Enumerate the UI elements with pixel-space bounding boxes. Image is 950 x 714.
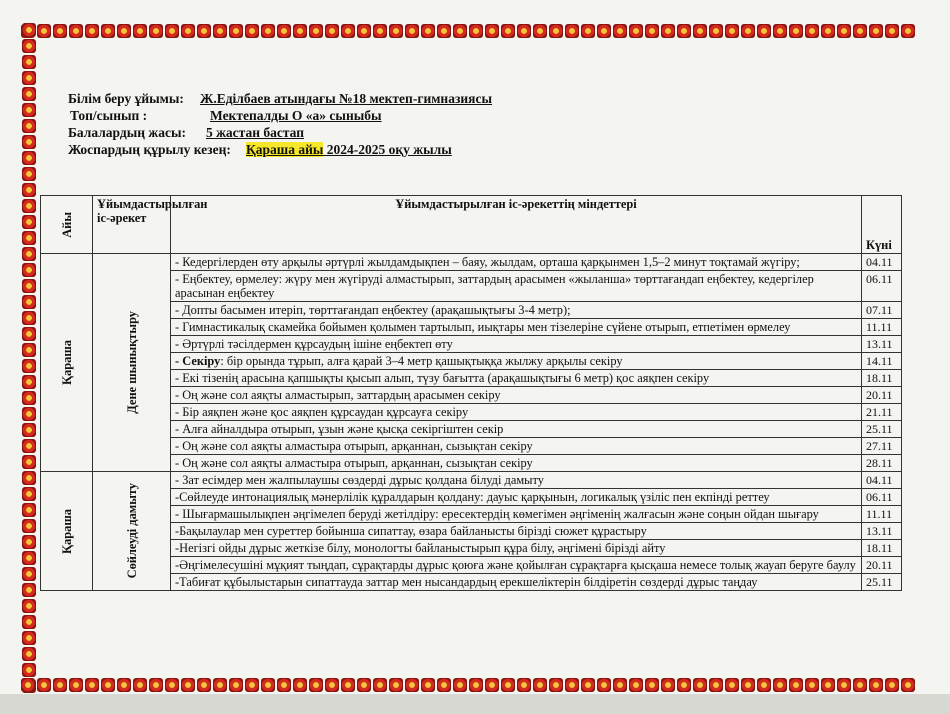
date-cell: 18.11 bbox=[862, 540, 902, 557]
ornament-motif bbox=[22, 631, 36, 645]
task-text: -Сөйлеуде интонациялық мәнерлілік құралдарын қолдану: дауыс қарқынын, логикалық үзіліс пен екпінді реттеу bbox=[175, 490, 770, 504]
ornament-motif bbox=[22, 151, 36, 165]
task-cell bbox=[171, 489, 862, 506]
ornament-motif bbox=[165, 678, 179, 692]
ornament-motif bbox=[213, 678, 227, 692]
ornament-motif bbox=[357, 24, 371, 38]
ornament-motif bbox=[85, 24, 99, 38]
ornament-motif bbox=[22, 23, 36, 37]
ornament-motif bbox=[261, 24, 275, 38]
ornament-motif bbox=[597, 678, 611, 692]
ornament-motif bbox=[565, 24, 579, 38]
ornament-motif bbox=[22, 519, 36, 533]
ornament-motif bbox=[757, 24, 771, 38]
task-text: - Шығармашылықпен әңгімелеп беруді жетілдіру: ересектердің көмегімен әңгіменің жалғасын және соңын ойдан шығару bbox=[175, 507, 819, 521]
date-cell: 13.11 bbox=[862, 523, 902, 540]
ornament-motif bbox=[677, 678, 691, 692]
ornament-motif bbox=[325, 678, 339, 692]
date-cell: 11.11 bbox=[862, 319, 902, 336]
activity-cell bbox=[93, 254, 171, 472]
ornament-motif bbox=[277, 678, 291, 692]
ornament-motif bbox=[773, 678, 787, 692]
task-cell bbox=[171, 271, 862, 302]
ornament-motif bbox=[725, 678, 739, 692]
ornament-motif bbox=[693, 678, 707, 692]
header-month bbox=[41, 196, 93, 254]
task-text: : бір орында тұрып, алға қарай 3–4 метр қашықтыққа жылжу арқылы секіру bbox=[220, 354, 623, 368]
month-cell bbox=[41, 472, 93, 591]
ornament-border-bottom bbox=[20, 676, 925, 696]
ornament-motif bbox=[773, 24, 787, 38]
task-text: -Әңгімелесушіні мұқият тыңдап, сұрақтарды дұрыс қоюға және қойылған сұрақтарға қысқаша немесе толық жауап беруге баулу bbox=[175, 558, 856, 572]
ornament-motif bbox=[22, 87, 36, 101]
ornament-motif bbox=[117, 678, 131, 692]
task-cell bbox=[171, 540, 862, 557]
table-row bbox=[41, 557, 902, 574]
ornament-motif bbox=[22, 119, 36, 133]
date-cell: 07.11 bbox=[862, 302, 902, 319]
header-label: Балалардың жасы: bbox=[68, 125, 186, 140]
task-cell bbox=[171, 336, 862, 353]
ornament-motif bbox=[805, 24, 819, 38]
date-cell: 28.11 bbox=[862, 455, 902, 472]
ornament-motif bbox=[613, 678, 627, 692]
task-text: - Зат есімдер мен жалпылаушы сөздерді дұрыс қолдана білуді дамыту bbox=[175, 473, 544, 487]
ornament-motif bbox=[581, 678, 595, 692]
ornament-motif bbox=[853, 24, 867, 38]
task-cell bbox=[171, 319, 862, 336]
ornament-motif bbox=[421, 678, 435, 692]
ornament-motif bbox=[197, 24, 211, 38]
ornament-motif bbox=[693, 24, 707, 38]
ornament-motif bbox=[629, 678, 643, 692]
header-tasks: Ұйымдастырылған іс-әрекеттің міндеттері bbox=[171, 196, 862, 254]
date-cell: 14.11 bbox=[862, 353, 902, 370]
ornament-motif bbox=[885, 24, 899, 38]
task-text: - Алға айналдыра отырып, ұзын және қысқа секіргіштен секір bbox=[175, 422, 504, 436]
header-value: 5 жастан бастап bbox=[206, 125, 304, 140]
ornament-motif bbox=[373, 678, 387, 692]
table-row bbox=[41, 319, 902, 336]
ornament-motif bbox=[133, 678, 147, 692]
date-cell: 20.11 bbox=[862, 557, 902, 574]
task-text: -Негізгі ойды дұрыс жеткізе білу, монологты байланыстырып құра білу, әңгімені бірізді айту bbox=[175, 541, 666, 555]
ornament-motif bbox=[149, 678, 163, 692]
ornament-motif bbox=[901, 24, 915, 38]
header-value: Ж.Еділбаев атындағы №18 мектеп-гимназиясы bbox=[200, 91, 492, 106]
table-row bbox=[41, 387, 902, 404]
ornament-motif bbox=[22, 103, 36, 117]
ornament-motif bbox=[805, 678, 819, 692]
table-row bbox=[41, 540, 902, 557]
ornament-motif bbox=[389, 24, 403, 38]
ornament-motif bbox=[213, 24, 227, 38]
ornament-motif bbox=[22, 343, 36, 357]
table-row bbox=[41, 455, 902, 472]
table-row bbox=[41, 353, 902, 370]
ornament-motif bbox=[22, 599, 36, 613]
date-cell: 20.11 bbox=[862, 387, 902, 404]
ornament-motif bbox=[181, 24, 195, 38]
task-text: - Кедергілерден өту арқылы әртүрлі жылдамдықпен – баяу, жылдам, орташа қарқынмен 1,5–2 минут тоқтамай жүгіру; bbox=[175, 255, 800, 269]
ornament-motif bbox=[517, 24, 531, 38]
ornament-motif bbox=[22, 551, 36, 565]
ornament-motif bbox=[821, 678, 835, 692]
ornament-motif bbox=[581, 24, 595, 38]
date-cell: 27.11 bbox=[862, 438, 902, 455]
date-cell: 06.11 bbox=[862, 489, 902, 506]
ornament-motif bbox=[885, 678, 899, 692]
ornament-motif bbox=[789, 24, 803, 38]
task-text: - Оң және сол аяқты алмастыра отырып, арқаннан, сызықтан секіру bbox=[175, 456, 533, 470]
ornament-motif bbox=[22, 615, 36, 629]
task-text: - Оң және сол аяқты алмастырып, заттардың арасымен секіру bbox=[175, 388, 501, 402]
task-text: - Әртүрлі тәсілдермен құрсаудың ішіне еңбектеп өту bbox=[175, 337, 453, 351]
ornament-motif bbox=[22, 503, 36, 517]
ornament-motif bbox=[485, 24, 499, 38]
header-value-rest: 2024-2025 оқу жылы bbox=[323, 142, 452, 157]
task-text: - Екі тізенің арасына қапшықты қысып алып, түзу бағытта (арақашықтығы 6 метр) қос аяқпен секіру bbox=[175, 371, 710, 385]
ornament-motif bbox=[101, 24, 115, 38]
task-cell bbox=[171, 370, 862, 387]
ornament-motif bbox=[22, 439, 36, 453]
ornament-motif bbox=[869, 678, 883, 692]
ornament-motif bbox=[373, 24, 387, 38]
ornament-motif bbox=[293, 24, 307, 38]
ornament-motif bbox=[22, 391, 36, 405]
ornament-motif bbox=[22, 535, 36, 549]
task-text: - Допты басымен итеріп, төрттағандап еңбектеу (арақашықтығы 3-4 метр); bbox=[175, 303, 571, 317]
table-row bbox=[41, 421, 902, 438]
month-text: Қараша bbox=[59, 340, 74, 385]
ornament-motif bbox=[22, 279, 36, 293]
ornament-motif bbox=[197, 678, 211, 692]
table-row bbox=[41, 254, 902, 271]
date-cell: 25.11 bbox=[862, 421, 902, 438]
date-cell: 04.11 bbox=[862, 472, 902, 489]
ornament-motif bbox=[741, 24, 755, 38]
ornament-motif bbox=[789, 678, 803, 692]
ornament-motif bbox=[629, 24, 643, 38]
header-label: Топ/сынып : bbox=[70, 108, 148, 123]
task-text: - Бір аяқпен және қос аяқпен құрсаудан құрсауға секіру bbox=[175, 405, 469, 419]
table-row bbox=[41, 271, 902, 302]
task-cell bbox=[171, 254, 862, 271]
ornament-motif bbox=[837, 678, 851, 692]
ornament-motif bbox=[245, 24, 259, 38]
ornament-motif bbox=[133, 24, 147, 38]
ornament-motif bbox=[821, 24, 835, 38]
table-row bbox=[41, 438, 902, 455]
header-row-group bbox=[68, 107, 492, 124]
ornament-motif bbox=[501, 24, 515, 38]
ornament-motif bbox=[22, 215, 36, 229]
ornament-motif bbox=[117, 24, 131, 38]
ornament-motif bbox=[22, 167, 36, 181]
ornament-motif bbox=[22, 663, 36, 677]
month-text: Қараша bbox=[59, 508, 74, 554]
ornament-motif bbox=[661, 24, 675, 38]
date-cell: 13.11 bbox=[862, 336, 902, 353]
date-cell: 18.11 bbox=[862, 370, 902, 387]
ornament-motif bbox=[501, 678, 515, 692]
task-keyword: - Секіру bbox=[175, 354, 221, 368]
ornament-motif bbox=[453, 678, 467, 692]
ornament-motif bbox=[293, 678, 307, 692]
task-cell bbox=[171, 421, 862, 438]
ornament-motif bbox=[37, 678, 51, 692]
header-label: Жоспардың құрылу кезең: bbox=[68, 142, 231, 157]
ornament-motif bbox=[645, 24, 659, 38]
date-cell: 04.11 bbox=[862, 254, 902, 271]
ornament-motif bbox=[149, 24, 163, 38]
ornament-motif bbox=[22, 39, 36, 53]
ornament-border-top bbox=[20, 22, 925, 46]
header-value bbox=[246, 141, 452, 158]
ornament-motif bbox=[22, 327, 36, 341]
ornament-motif bbox=[709, 678, 723, 692]
header-date: Күні bbox=[862, 196, 902, 254]
task-cell bbox=[171, 387, 862, 404]
ornament-motif bbox=[757, 678, 771, 692]
task-text: - Еңбектеу, өрмелеу: жүру мен жүгіруді алмастырып, заттардың арасымен «жыланша» төрттағандап еңбектеу, кедергілер арасынан еңбектеу bbox=[175, 272, 814, 300]
ornament-motif bbox=[21, 678, 35, 692]
task-cell bbox=[171, 557, 862, 574]
ornament-motif bbox=[85, 678, 99, 692]
task-cell bbox=[171, 523, 862, 540]
ornament-motif bbox=[341, 678, 355, 692]
ornament-motif bbox=[22, 487, 36, 501]
header-month-text: Айы bbox=[59, 211, 74, 238]
activity-cell bbox=[93, 472, 171, 591]
activity-text: Дене шынықтыру bbox=[124, 311, 139, 414]
ornament-motif bbox=[22, 583, 36, 597]
task-cell bbox=[171, 353, 862, 370]
table-row bbox=[41, 574, 902, 591]
table-row bbox=[41, 489, 902, 506]
ornament-motif bbox=[22, 55, 36, 69]
task-text: -Табиғат құбылыстарын сипаттауда заттар мен нысандардың ерекшеліктерін білдіретін сөздерді дұрыс таңдау bbox=[175, 575, 758, 589]
ornament-motif bbox=[22, 247, 36, 261]
ornament-motif bbox=[469, 24, 483, 38]
ornament-motif bbox=[22, 295, 36, 309]
table-row bbox=[41, 404, 902, 421]
ornament-motif bbox=[741, 678, 755, 692]
ornament-motif bbox=[645, 678, 659, 692]
plan-table bbox=[40, 195, 902, 591]
ornament-motif bbox=[22, 311, 36, 325]
ornament-motif bbox=[181, 678, 195, 692]
task-text: - Оң және сол аяқты алмастыра отырып, арқаннан, сызықтан секіру bbox=[175, 439, 533, 453]
ornament-motif bbox=[389, 678, 403, 692]
task-cell bbox=[171, 506, 862, 523]
table-header-row bbox=[41, 196, 902, 254]
activity-text: Сөйлеуді дамыту bbox=[124, 483, 139, 579]
ornament-motif bbox=[22, 183, 36, 197]
date-cell: 11.11 bbox=[862, 506, 902, 523]
ornament-motif bbox=[22, 647, 36, 661]
table-row bbox=[41, 523, 902, 540]
ornament-motif bbox=[453, 24, 467, 38]
ornament-motif bbox=[421, 24, 435, 38]
ornament-motif bbox=[53, 24, 67, 38]
task-text: -Бақылаулар мен суреттер бойынша сипаттау, өзара байланысты бірізді сюжет құрастыру bbox=[175, 524, 647, 538]
ornament-motif bbox=[229, 678, 243, 692]
ornament-motif bbox=[22, 567, 36, 581]
ornament-motif bbox=[22, 375, 36, 389]
ornament-motif bbox=[277, 24, 291, 38]
task-cell bbox=[171, 574, 862, 591]
month-cell bbox=[41, 254, 93, 472]
ornament-motif bbox=[101, 678, 115, 692]
ornament-motif bbox=[22, 263, 36, 277]
table-row bbox=[41, 302, 902, 319]
ornament-motif bbox=[549, 678, 563, 692]
header-label: Білім беру ұйымы: bbox=[68, 91, 184, 106]
ornament-motif bbox=[22, 359, 36, 373]
header-row-age bbox=[68, 124, 492, 141]
ornament-motif bbox=[469, 678, 483, 692]
binder-edge bbox=[0, 694, 950, 714]
ornament-motif bbox=[341, 24, 355, 38]
table-row bbox=[41, 472, 902, 489]
task-text: - Гимнастикалық скамейка бойымен қолымен тартылып, иықтары мен тізелеріне сүйене отырып, етпетімен өрмелеу bbox=[175, 320, 791, 334]
ornament-motif bbox=[613, 24, 627, 38]
ornament-motif bbox=[437, 24, 451, 38]
ornament-motif bbox=[533, 678, 547, 692]
table-row bbox=[41, 370, 902, 387]
table-row bbox=[41, 336, 902, 353]
ornament-motif bbox=[533, 24, 547, 38]
ornament-motif bbox=[309, 24, 323, 38]
ornament-motif bbox=[357, 678, 371, 692]
ornament-motif bbox=[22, 407, 36, 421]
task-cell bbox=[171, 302, 862, 319]
ornament-motif bbox=[853, 678, 867, 692]
document-header bbox=[68, 90, 492, 158]
ornament-motif bbox=[53, 678, 67, 692]
ornament-motif bbox=[261, 678, 275, 692]
ornament-motif bbox=[309, 678, 323, 692]
ornament-motif bbox=[22, 455, 36, 469]
ornament-motif bbox=[22, 423, 36, 437]
ornament-motif bbox=[661, 678, 675, 692]
ornament-motif bbox=[69, 24, 83, 38]
ornament-motif bbox=[69, 678, 83, 692]
ornament-motif bbox=[22, 231, 36, 245]
ornament-motif bbox=[229, 24, 243, 38]
ornament-motif bbox=[725, 24, 739, 38]
ornament-motif bbox=[901, 678, 915, 692]
header-org: Ұйымдастырылған іс-әрекет bbox=[93, 196, 171, 254]
ornament-motif bbox=[565, 678, 579, 692]
date-cell: 21.11 bbox=[862, 404, 902, 421]
ornament-motif bbox=[22, 199, 36, 213]
highlighted-month: Қараша айы bbox=[246, 142, 324, 157]
ornament-motif bbox=[22, 71, 36, 85]
ornament-motif bbox=[597, 24, 611, 38]
ornament-motif bbox=[22, 471, 36, 485]
table-row bbox=[41, 506, 902, 523]
date-cell: 06.11 bbox=[862, 271, 902, 302]
task-cell bbox=[171, 438, 862, 455]
header-row-period bbox=[68, 141, 492, 158]
ornament-motif bbox=[22, 135, 36, 149]
ornament-motif bbox=[245, 678, 259, 692]
header-value: Мектепалды О «а» сыныбы bbox=[210, 108, 382, 123]
ornament-motif bbox=[677, 24, 691, 38]
ornament-motif bbox=[325, 24, 339, 38]
ornament-motif bbox=[709, 24, 723, 38]
ornament-motif bbox=[405, 678, 419, 692]
task-cell bbox=[171, 472, 862, 489]
ornament-motif bbox=[485, 678, 499, 692]
ornament-motif bbox=[837, 24, 851, 38]
ornament-motif bbox=[517, 678, 531, 692]
ornament-motif bbox=[869, 24, 883, 38]
ornament-motif bbox=[437, 678, 451, 692]
ornament-motif bbox=[165, 24, 179, 38]
header-row-org bbox=[68, 90, 492, 107]
date-cell: 25.11 bbox=[862, 574, 902, 591]
task-cell bbox=[171, 404, 862, 421]
ornament-motif bbox=[405, 24, 419, 38]
task-cell bbox=[171, 455, 862, 472]
ornament-motif bbox=[549, 24, 563, 38]
